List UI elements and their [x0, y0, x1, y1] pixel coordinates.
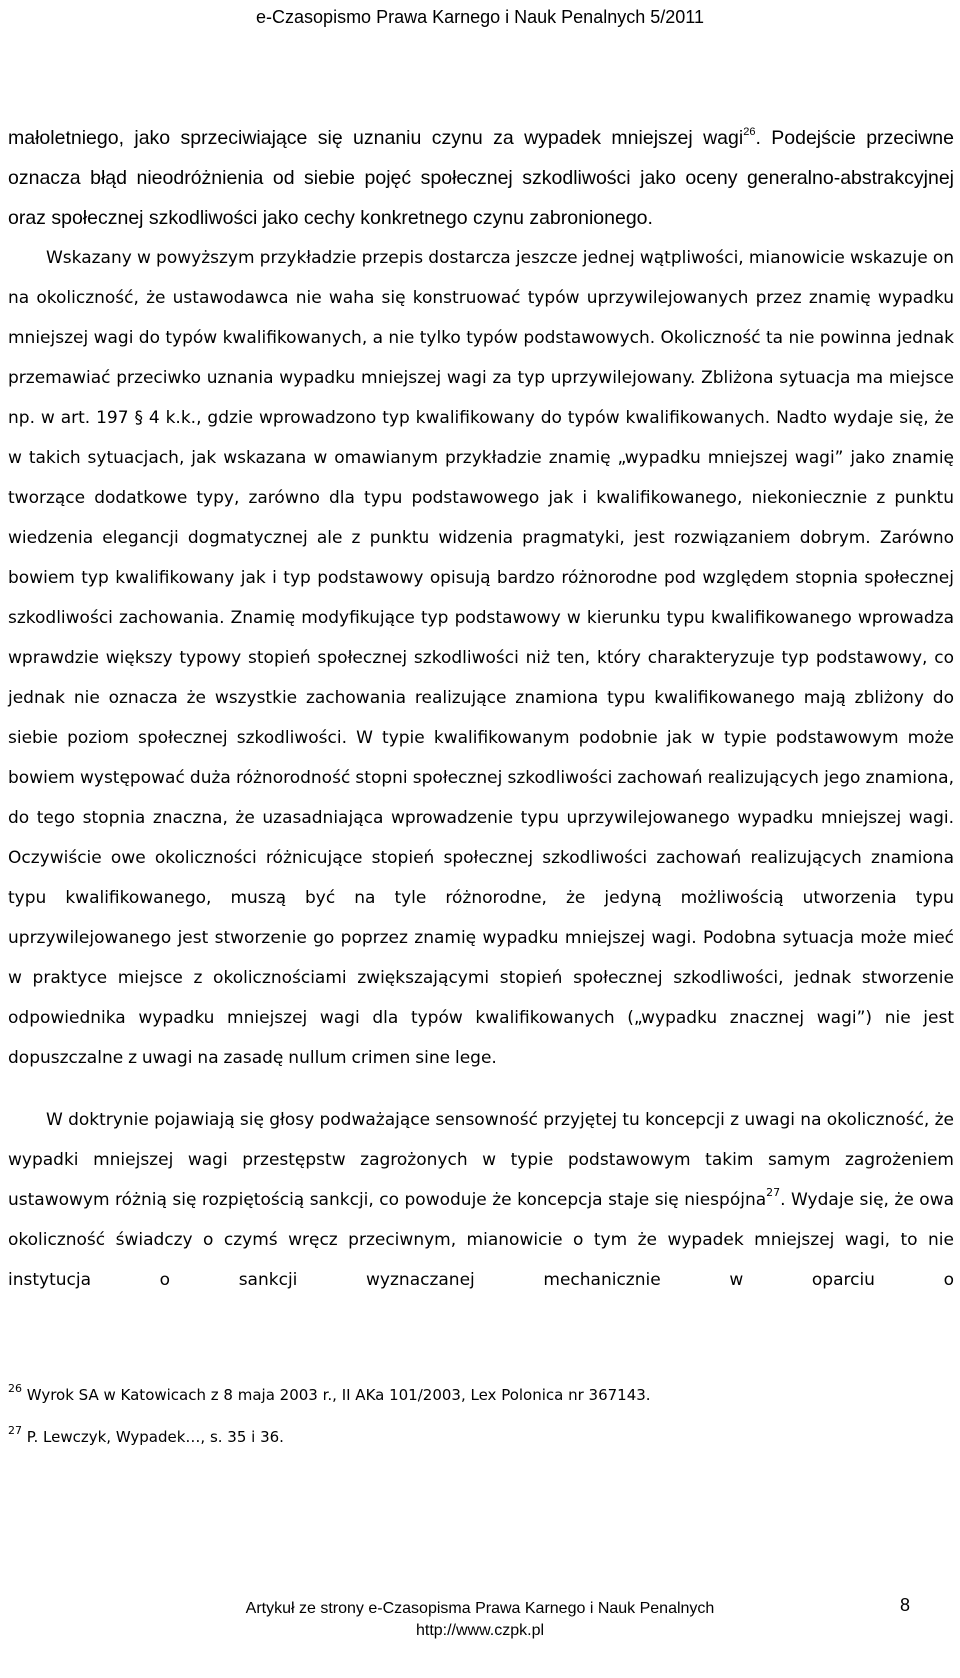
running-footer — [0, 1598, 960, 1642]
footer-url-link[interactable]: http://www.czpk.pl — [415, 1622, 545, 1639]
footnote-27 — [8, 1426, 948, 1448]
paragraph-3-text-a: W doktrynie pojawiają się głosy podważające sensowność przyjętej tu koncepcji z uwagi na okoliczność, że wypadki mniejszej wagi przestępstw zagrożonych w typie podstawowym takim samym zagrożeniem ustawowym różnią się rozpiętością sankcji, co powoduje że koncepcja staje się niespójna — [8, 1110, 954, 1210]
footnote-number: 27 — [8, 1424, 22, 1437]
footer-source-line: Artykuł ze strony e-Czasopisma Prawa Karnego i Nauk Penalnych — [245, 1600, 715, 1617]
article-body — [8, 118, 954, 1300]
paragraph-1-text-b: . Podejście przeciwne oznacza błąd nieodróżnienia od siebie pojęć społecznej szkodliwości jako oceny generalno-abstrakcyjnej oraz społecznej szkodliwości jako cechy konkretnego czynu zabronionego. — [8, 127, 954, 229]
footnote-text: Wyrok SA w Katowicach z 8 maja 2003 r., II AKa 101/2003, Lex Polonica nr 367143. — [22, 1386, 651, 1404]
paragraph-3-text-b: . Wydaje się, że owa okoliczność świadczy o czymś wręcz przeciwnym, mianowicie o tym że wypadek mniejszej wagi, to nie instytucja o sankcji wyznaczanej mechanicznie w oparciu o — [8, 1190, 955, 1290]
running-header: e-Czasopismo Prawa Karnego i Nauk Penalnych 5/2011 — [256, 7, 704, 27]
paragraph-1 — [8, 118, 954, 238]
footnote-ref-27[interactable]: 27 — [766, 1186, 781, 1199]
paragraph-3 — [8, 1100, 954, 1300]
page-number: 8 — [899, 1595, 910, 1615]
paragraph-1-text-a: małoletniego, jako sprzeciwiające się uznaniu czynu za wypadek mniejszej wagi — [8, 127, 744, 149]
footnote-ref-26[interactable]: 26 — [743, 126, 756, 138]
footnote-26 — [8, 1384, 948, 1406]
footnotes — [8, 1384, 948, 1448]
footnote-text: P. Lewczyk, Wypadek…, s. 35 i 36. — [22, 1428, 284, 1446]
paragraph-2: Wskazany w powyższym przykładzie przepis dostarcza jeszcze jednej wątpliwości, mianowicie wskazuje on na okoliczność, że ustawodawca nie waha się konstruować typów uprzywilejowanych przez znamię wypadku mniejszej wagi do typów kwalifikowanych, a nie tylko typów podstawowych. Okoliczność ta nie powinna jednak przemawiać przeciwko uznania wypadku mniejszej wagi za typ uprzywilejowany. Zbliżona sytuacja ma miejsce np. w art. 197 § 4 k.k., gdzie wprowadzono typ kwalifikowany do typów kwalifikowanych. Nadto wydaje się, że w takich sytuacjach, jak wskazana w omawianym przykładzie znamię „wypadku mniejszej wagi” jako znamię tworzące dodatkowe typy, zarówno dla typu podstawowego jak i kwalifikowanego, niekoniecznie z punktu wiedzenia elegancji dogmatycznej ale z punktu widzenia pragmatyki, jest rozwiązaniem dobrym. Zarówno bowiem typ kwalifikowany jak i typ podstawowy opisują bardzo różnorodne pod względem stopnia społecznej szkodliwości zachowania. Znamię modyfikujące typ podstawowy w kierunku typu kwalifikowanego wprowadza wprawdzie większy typowy stopień społecznej szkodliwości niż ten, który charakteryzuje typ podstawowy, co jednak nie oznacza że wszystkie zachowania realizujące znamiona typu kwalifikowanego mają zbliżony do siebie poziom społecznej szkodliwości. W typie kwalifikowanym podobnie jak w typie podstawowym może bowiem występować duża różnorodność stopni społecznej szkodliwości zachowań realizujących jego znamiona, do tego stopnia znaczna, że uzasadniająca wprowadzenie typu uprzywilejowanego wypadku mniejszej wagi. Oczywiście owe okoliczności różnicujące stopień społecznej szkodliwości zachowań realizujących znamiona typu kwalifikowanego, muszą być na tyle różnorodne, że jedyną możliwością utworzenia typu uprzywilejowanego jest stworzenie go poprzez znamię wypadku mniejszej wagi. Podobna sytuacja może mieć w praktyce miejsce z okolicznościami zwiększającymi stopień społecznej szkodliwości, jednak stworzenie odpowiednika wypadku mniejszej wagi dla typów kwalifikowanych („wypadku znacznej wagi”) nie jest dopuszczalne z uwagi na zasadę nullum crimen sine lege. — [8, 248, 954, 1068]
footnote-number: 26 — [8, 1382, 22, 1395]
